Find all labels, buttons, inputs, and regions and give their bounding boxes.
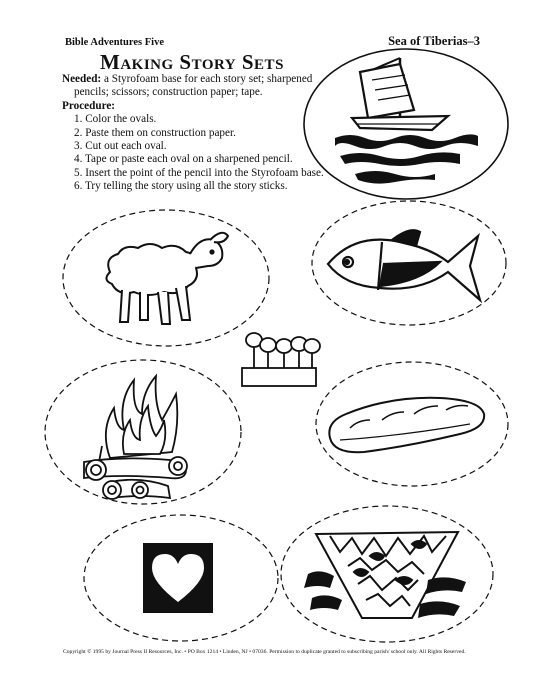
needed-text: a Styrofoam base for each story set; sharpened pencils; scissors; construction paper; tape. [74, 73, 313, 99]
page-reference: Sea of Tiberias–3 [388, 34, 480, 48]
heart-icon [143, 543, 213, 613]
copyright-footer: Copyright © 1995 by Journal Press II Resources, Inc. • PO Box 1214 • Linden, NJ • 07036. Permission to duplicate granted to subscribing parish/ school only. All Rights Reserved. [63, 649, 466, 655]
fish-icon [328, 230, 480, 300]
page-title: Making Story Sets [100, 50, 284, 74]
procedure-step: 5. Insert the point of the pencil into the Styrofoam base. [74, 166, 324, 179]
procedure-step: 3. Cut out each oval. [74, 140, 167, 153]
story-stand-icon [242, 333, 320, 386]
boat-oval [304, 49, 508, 199]
procedure-step: 4. Tape or paste each oval on a sharpened pencil. [74, 153, 293, 166]
lamb-oval [63, 210, 269, 346]
lamb-icon [106, 233, 228, 324]
fire-icon [84, 376, 187, 499]
needed-label: Needed: [62, 73, 102, 85]
heart-oval [84, 515, 278, 641]
procedure-step: 2. Paste them on construction paper. [74, 126, 236, 139]
boat-icon [335, 58, 478, 184]
series-title: Bible Adventures Five [65, 37, 164, 48]
bread-icon [329, 398, 484, 452]
bread-oval [316, 362, 508, 486]
net-oval [281, 506, 493, 642]
procedure-step: 1. Color the ovals. [74, 113, 157, 126]
net-icon [304, 532, 466, 618]
procedure-step: 6. Try telling the story using all the story sticks. [74, 180, 288, 193]
fish-oval [312, 201, 506, 325]
procedure-label: Procedure: [62, 99, 116, 112]
fire-oval [45, 360, 241, 504]
